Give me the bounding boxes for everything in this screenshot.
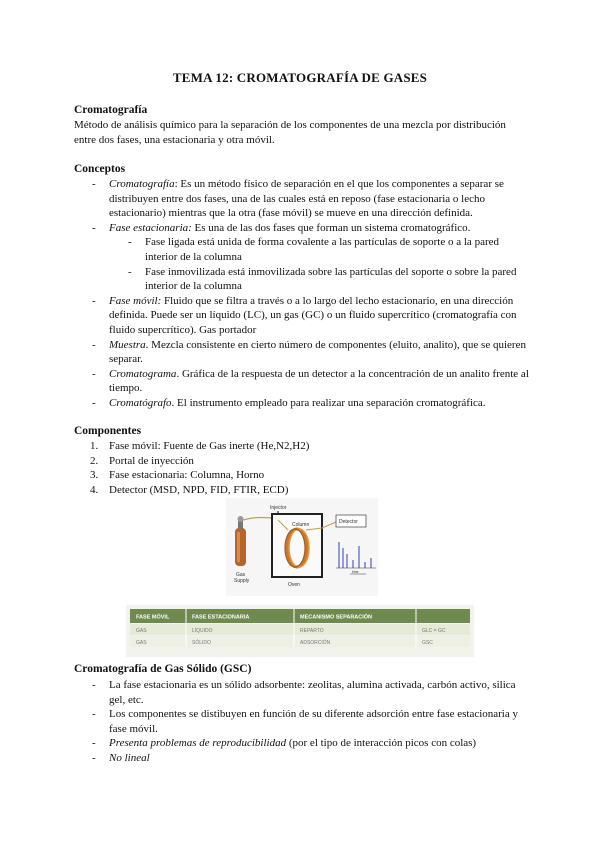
list-item <box>0 367 600 396</box>
list-marker: - <box>92 737 96 750</box>
list-marker: - <box>92 708 96 721</box>
section-heading-componentes: Componentes <box>74 425 142 437</box>
definition-line-2: entre dos fases, una estacionaria y otra móvil. <box>74 134 275 146</box>
list-text: La fase estacionaria es un sólido adsorbente: zeolitas, alumina activada, carbón activo, silica gel, etc. <box>109 679 516 706</box>
definition: . Mezcla consistente en cierto número de componentes (eluito, analito), que se quieren separar. <box>109 338 526 366</box>
list-item <box>0 439 600 454</box>
list-marker: - <box>92 751 96 764</box>
list-item <box>0 751 600 766</box>
list-marker: - <box>92 294 96 307</box>
column-label: Column <box>292 522 310 528</box>
time-axis-label: time <box>352 570 359 574</box>
list-item <box>0 454 600 469</box>
list-item <box>0 707 600 736</box>
list-item <box>0 678 600 707</box>
gas-supply-label-2: Supply <box>234 578 250 584</box>
list-item <box>0 294 600 338</box>
table-header-cell: FASE MÓVIL <box>136 614 170 621</box>
list-item <box>0 265 600 294</box>
list-marker: - <box>92 338 96 351</box>
list-marker: - <box>92 221 96 234</box>
table-cell: GAS <box>136 640 147 646</box>
list-text: Detector (MSD, NPD, FID, FTIR, ECD) <box>109 483 289 496</box>
definition: . El instrumento empleado para realizar una separación cromatográfica. <box>171 396 486 409</box>
list-text: Fase estacionaria: Columna, Horno <box>109 469 265 482</box>
list-number: 1. <box>90 440 99 452</box>
list-item <box>0 221 600 236</box>
list-number: 2. <box>90 454 99 467</box>
term: Fase móvil: <box>109 294 162 307</box>
list-item <box>0 338 600 367</box>
definition: Fluido que se filtra a través o a lo largo del lecho estacionario, en una dirección definida. Puede ser un líquido (LC), un gas (GC) o un fluido supercrítico (cromatografía con fluido supercrítico). Gas portador <box>109 294 517 336</box>
detector-label: Detector <box>339 519 358 525</box>
list-marker: - <box>92 367 96 380</box>
table-cell: REPARTO <box>300 628 324 634</box>
table-header-cell: MECANISMO SEPARACIÓN <box>300 614 373 621</box>
list-text: Los componentes se distibuyen en función de su diferente adsorción entre fase estacionaria y fase móvil. <box>109 708 518 735</box>
section-heading-conceptos: Conceptos <box>74 163 126 175</box>
subitem-text: Fase inmovilizada está inmovilizada sobre las partículas del soporte o sobre la pared interior de la columna <box>145 265 517 293</box>
list-marker: - <box>128 265 132 278</box>
componentes-list <box>0 439 600 497</box>
table-header-cell: FASE ESTACIONARIA <box>192 614 250 621</box>
list-number: 3. <box>90 469 99 482</box>
oven-label: Oven <box>288 582 300 588</box>
phases-table <box>126 605 474 657</box>
definition: : Es un método físico de separación en el que los componentes a separar se distribuyen entre dos fases, una de las cuales está en reposo (fase estacionaria o lecho estacionario) mientras que la otra (fase móvil) se mueve en una dirección definida. <box>109 178 504 220</box>
list-text: Fase móvil: Fuente de Gas inerte (He,N2,H2) <box>109 440 310 452</box>
term: Cromatografía <box>109 178 175 190</box>
list-item <box>0 483 600 498</box>
definition: . Gráfica de la respuesta de un detector a la concentración de un analito frente al tiempo. <box>109 367 529 395</box>
gsc-list <box>0 678 600 766</box>
subitem-text: Fase ligada está unida de forma covalente a las partículas de soporte o a la pared interior de la columna <box>145 236 499 263</box>
table-cell: GSC <box>422 640 433 646</box>
definition: Es una de las dos fases que forman un sistema cromatográfico. <box>191 221 471 234</box>
list-marker: - <box>92 178 96 190</box>
definition-line-1: Método de análisis químico para la separación de los componentes de una mezcla por distribución <box>74 119 506 131</box>
list-marker: - <box>92 679 96 691</box>
table-cell: GAS <box>136 628 147 634</box>
gas-chromatograph-diagram <box>226 498 378 596</box>
list-marker: - <box>128 236 132 249</box>
list-text: (por el tipo de interacción picos con colas) <box>286 737 477 750</box>
list-item <box>0 468 600 483</box>
gas-supply-label: Gas <box>236 572 246 578</box>
term: Cromatógrafo <box>109 396 172 409</box>
list-item <box>0 177 600 221</box>
injector-label: Injector <box>270 505 287 511</box>
table-cell: ADSORCIÓN <box>300 640 331 646</box>
table-cell: GLC = GC <box>422 628 446 634</box>
page-title: TEMA 12: CROMATOGRAFÍA DE GASES <box>172 70 428 85</box>
conceptos-list <box>0 177 600 411</box>
term: Muestra <box>109 338 146 351</box>
term: Fase estacionaria: <box>109 221 192 234</box>
list-text: Portal de inyección <box>109 454 194 467</box>
list-marker: - <box>92 396 96 409</box>
list-item <box>0 736 600 751</box>
section-heading-gsc: Cromatografía de Gas Sólido (GSC) <box>74 663 252 675</box>
section-heading-cromatografia: Cromatografía <box>74 104 148 116</box>
list-item <box>0 235 600 264</box>
table-cell: LÍQUIDO <box>192 628 213 634</box>
list-item <box>0 396 600 411</box>
term: Cromatograma <box>109 367 177 380</box>
emphasis-text: No lineal <box>109 751 150 764</box>
list-number: 4. <box>90 483 99 496</box>
emphasis-text: Presenta problemas de reproducibilidad <box>109 737 287 750</box>
table-cell: SÓLIDO <box>192 640 211 646</box>
